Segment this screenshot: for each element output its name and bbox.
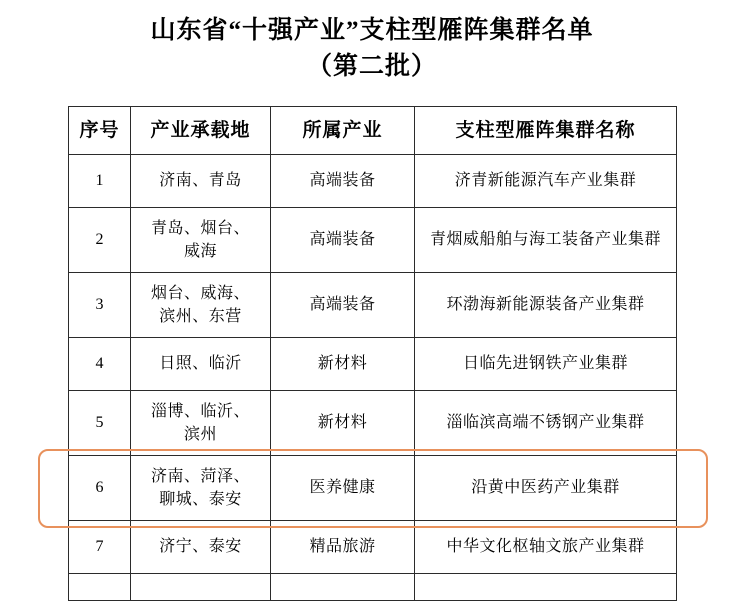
table-body bbox=[69, 155, 677, 601]
cell-place: 淄博、临沂、 滨州 bbox=[131, 391, 271, 456]
cell-industry: 高端装备 bbox=[271, 155, 415, 208]
cell-cluster: 淄临滨高端不锈钢产业集群 bbox=[415, 391, 677, 456]
table-container bbox=[68, 106, 676, 602]
cell-cutoff bbox=[271, 574, 415, 601]
cell-industry: 医养健康 bbox=[271, 456, 415, 521]
cell-cutoff bbox=[415, 574, 677, 601]
cell-place: 济宁、泰安 bbox=[131, 521, 271, 574]
cell-industry: 新材料 bbox=[271, 391, 415, 456]
table-row bbox=[69, 391, 677, 456]
cell-industry: 高端装备 bbox=[271, 208, 415, 273]
table-row-cutoff bbox=[69, 574, 677, 601]
cell-industry: 精品旅游 bbox=[271, 521, 415, 574]
cell-index: 5 bbox=[69, 391, 131, 456]
column-header-industry: 所属产业 bbox=[271, 106, 415, 155]
table-row-highlighted bbox=[69, 456, 677, 521]
cell-industry: 新材料 bbox=[271, 338, 415, 391]
column-header-place: 产业承载地 bbox=[131, 106, 271, 155]
cell-index: 2 bbox=[69, 208, 131, 273]
table-row bbox=[69, 338, 677, 391]
page-title: 山东省“十强产业”支柱型雁阵集群名单 bbox=[150, 17, 594, 44]
cell-cutoff bbox=[131, 574, 271, 601]
cell-cluster: 日临先进钢铁产业集群 bbox=[415, 338, 677, 391]
cell-place: 济南、菏泽、 聊城、泰安 bbox=[131, 456, 271, 521]
table-row bbox=[69, 521, 677, 574]
table-row bbox=[69, 155, 677, 208]
cluster-list-table bbox=[68, 106, 677, 602]
cell-cluster: 沿黄中医药产业集群 bbox=[415, 456, 677, 521]
table-row bbox=[69, 208, 677, 273]
table-header-row bbox=[69, 106, 677, 155]
cell-index: 4 bbox=[69, 338, 131, 391]
cell-index: 3 bbox=[69, 273, 131, 338]
cell-industry: 高端装备 bbox=[271, 273, 415, 338]
cell-place: 日照、临沂 bbox=[131, 338, 271, 391]
page-subtitle: （第二批） bbox=[306, 52, 437, 80]
cell-cluster: 青烟威船舶与海工装备产业集群 bbox=[415, 208, 677, 273]
cell-cluster: 济青新能源汽车产业集群 bbox=[415, 155, 677, 208]
cell-cluster: 环渤海新能源装备产业集群 bbox=[415, 273, 677, 338]
column-header-cluster: 支柱型雁阵集群名称 bbox=[415, 106, 677, 155]
cell-index: 1 bbox=[69, 155, 131, 208]
column-header-index: 序号 bbox=[69, 106, 131, 155]
document-page bbox=[0, 14, 744, 614]
cell-place: 青岛、烟台、 威海 bbox=[131, 208, 271, 273]
cell-place: 烟台、威海、 滨州、东营 bbox=[131, 273, 271, 338]
table-header bbox=[69, 106, 677, 155]
cell-cutoff bbox=[69, 574, 131, 601]
cell-cluster: 中华文化枢轴文旅产业集群 bbox=[415, 521, 677, 574]
cell-index: 6 bbox=[69, 456, 131, 521]
cell-place: 济南、青岛 bbox=[131, 155, 271, 208]
table-row bbox=[69, 273, 677, 338]
cell-index: 7 bbox=[69, 521, 131, 574]
